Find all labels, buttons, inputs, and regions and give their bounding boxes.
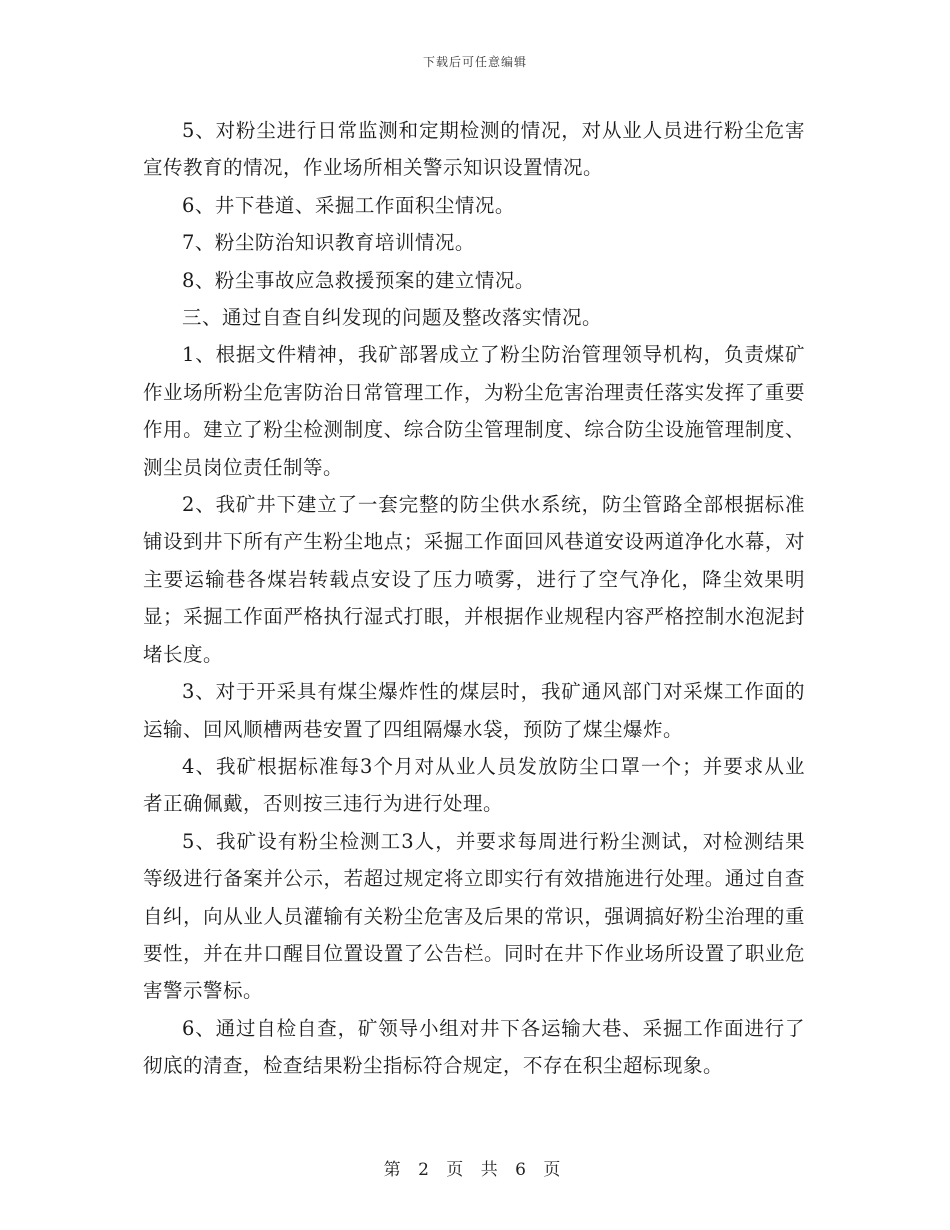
page-number: 第 2 页 共 6 页 — [383, 1160, 567, 1180]
paragraph-item-5: 5、对粉尘进行日常监测和定期检测的情况，对从业人员进行粉尘危害宣传教育的情况，作业场所相关警示知识设置情况。 — [143, 119, 805, 180]
paragraph-measure-4: 4、我矿根据标准每3个月对从业人员发放防尘口罩一个；并要求从业者正确佩戴，否则按三违行为进行处理。 — [143, 754, 805, 816]
paragraph-measure-6: 6、通过自检自查，矿领导小组对井下各运输大巷、采掘工作面进行了彻底的清查，检查结果粉尘指标符合规定，不存在积尘超标现象。 — [143, 1016, 805, 1078]
paragraph-item-8: 8、粉尘事故应急救援预案的建立情况。 — [182, 268, 535, 292]
header-note: 下载后可任意编辑 — [422, 55, 527, 69]
section-heading-3: 三、通过自查自纠发现的问题及整改落实情况。 — [182, 306, 603, 330]
document-body — [143, 112, 805, 1085]
paragraph-measure-5: 5、我矿设有粉尘检测工3人，并要求每周进行粉尘测试，对检测结果等级进行备案并公示，若超过规定将立即实行有效措施进行处理。通过自查自纠，向从业人员灌输有关粉尘危害及后果的常识，强调搞好粉尘治理的重要性，并在井口醒目位置设置了公告栏。同时在井下作业场所设置了职业危害警示警标。 — [143, 829, 805, 1003]
paragraph-measure-2: 2、我矿井下建立了一套完整的防尘供水系统，防尘管路全部根据标准铺设到井下所有产生粉尘地点；采掘工作面回风巷道安设两道净化水幕，对主要运输巷各煤岩转载点安设了压力喷雾，进行了空气净化，降尘效果明显；采掘工作面严格执行湿式打眼，并根据作业规程内容严格控制水泡泥封堵长度。 — [143, 493, 805, 666]
paragraph-measure-3: 3、对于开采具有煤尘爆炸性的煤层时，我矿通风部门对采煤工作面的运输、回风顺槽两巷安置了四组隔爆水袋，预防了煤尘爆炸。 — [143, 680, 805, 741]
paragraph-measure-1: 1、根据文件精神，我矿部署成立了粉尘防治管理领导机构，负责煤矿作业场所粉尘危害防治日常管理工作，为粉尘危害治理责任落实发挥了重要作用。建立了粉尘检测制度、综合防尘管理制度、综合防尘设施管理制度、测尘员岗位责任制等。 — [143, 343, 805, 479]
paragraph-item-7: 7、粉尘防治知识教育培训情况。 — [182, 231, 475, 255]
paragraph-item-6: 6、井下巷道、采掘工作面积尘情况。 — [182, 193, 515, 217]
